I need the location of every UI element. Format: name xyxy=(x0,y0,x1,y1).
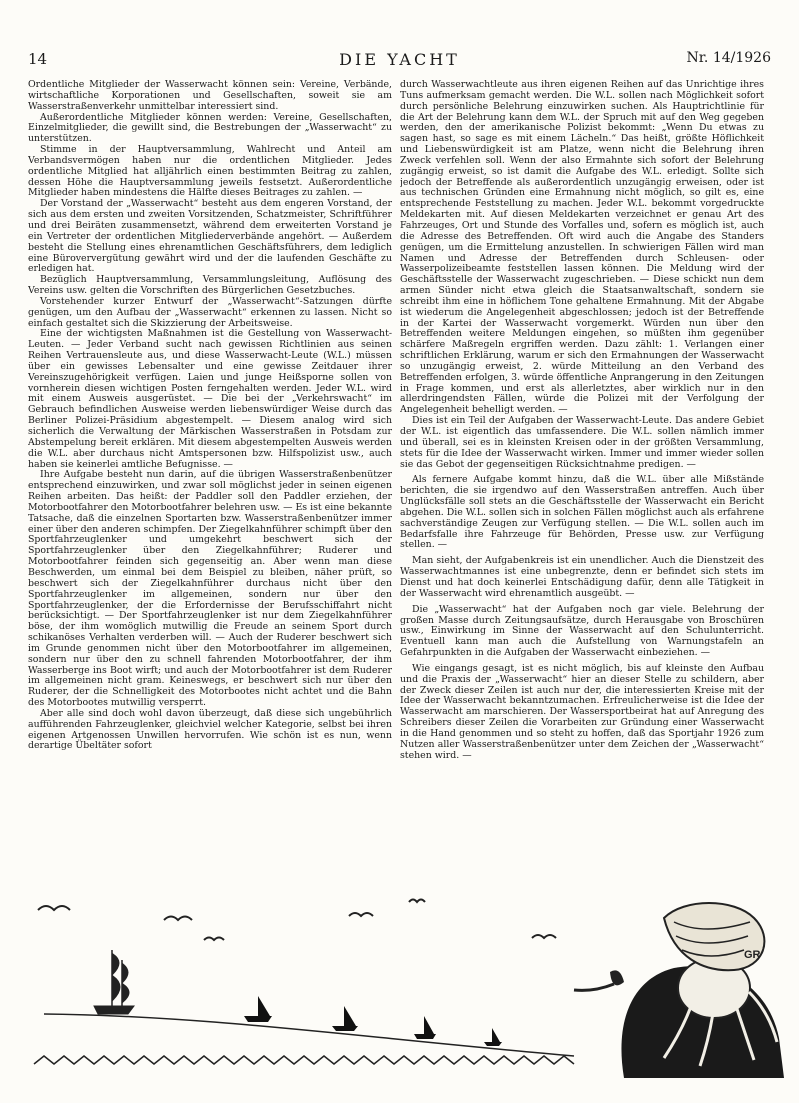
paragraph: Wie eingangs gesagt, ist es nicht möglich, bis auf kleinste den Aufbau und die Praxis der „Wasserwacht“ hier an dieser Stelle zu schildern, aber der Zweck dieser Zeilen ist auch nur der, die interessierten Kreise mit der Idee der Wasserwacht bekanntzumachen. Erfreulicherweise ist die Idee der Wasserwacht am marschieren. Der Wassersportbeirat hat auf Anregung des Schreibers dieser Zeilen die Vorarbeiten zur Gründung einer Wasserwacht in die Hand genommen und so steht zu hoffen, daß das Sportjahr 1926 zum Nutzen aller Wasserstraßenbenützer unter dem Zeichen der „Wasserwacht“ stehen wird. — xyxy=(400,662,764,761)
magazine-title: DIE YACHT xyxy=(339,50,460,69)
paragraph: Als fernere Aufgabe kommt hinzu, daß die W.L. über alle Mißstände berichten, die sie irgendwo auf den Wasserstraßen antreffen. Auch über Unglücksfälle soll stets an die Geschäftsstelle der Wasserwacht ein Bericht abgehen. Die W.L. sollen sich in solchen Fällen möglichst auch als erfahrene sachverständige Zeugen zur Verfügung stellen. — Die W.L. sollen auch im Bedarfsfalle ihre Fahrzeuge für Behörden, Presse usw. zur Verfügung stellen. — xyxy=(400,474,764,551)
paragraph: Dies ist ein Teil der Aufgaben der Wasserwacht-Leute. Das andere Gebiet der W.L. ist eigentlich das umfassendere. Die W.L. sollen nämlich immer und überall, sei es in kleinsten Kreisen oder in der größten Versammlung, stets für die Idee der Wasserwacht wirken. Immer und immer wieder sollen sie das Gebot der gegenseitigen Rücksichtnahme predigen. — xyxy=(400,415,764,470)
paragraph: Ihre Aufgabe besteht nun darin, auf die übrigen Wasserstraßenbenützer entsprechend einzuwirken, und zwar soll möglichst jeder in seinen eigenen Reihen arbeiten. Das heißt: der Paddler soll den Paddler erziehen, der Motorbootfahrer den Motorbootfahrer belehren usw. — Es ist eine bekannte Tatsache, daß die einzelnen Sportarten bzw. Wasserstraßenbenützer immer einer über den anderen schimpfen. Der Ziegelkahnführer schimpft über den Sportfahrzeuglenker und umgekehrt beschwert sich der Sportfahrzeuglenker über den Ziegelkahnführer; Ruderer und Motorbootfahrer feinden sich gegenseitig an. Aber wenn man diese Beschwerden, um einmal bei dem Beispiel zu bleiben, näher prüft, so beschwert sich der Ziegelkahnführer durchaus nicht über den Sportfahrzeuglenker im allgemeinen, sondern nur über den Sportfahrzeuglenker, der die Erfordernisse der Berufsschiffahrt nicht berücksichtigt. — Der Sportfahrzeuglenker ist nur dem Ziegelkahnführer böse, der ihm womöglich mutwillig die Freude an seinem Sport durch schikanöses Verhalten verderben will. — Auch der Ruderer beschwert sich im Grunde genommen nicht über den Motorbootfahrer im allgemeinen, sondern nur über den zu schnell fahrenden Motorbootfahrer, der ihm Wasserberge ins Boot wirft; und auch der Motorbootfahrer ist dem Ruderer im allgemeinen nicht gram. Keineswegs, er beschwert sich nur über den Ruderer, der die Schnelligkeit des Motorbootes nicht achtet und die Bahn des Motorbootes mutwillig versperrt. xyxy=(28,469,392,709)
decorative-illustration xyxy=(14,888,785,1078)
page-header xyxy=(28,50,771,74)
left-column xyxy=(28,80,392,878)
paragraph: Bezüglich Hauptversammlung, Versammlungsleitung, Auflösung des Vereins usw. gelten die Vorschriften des Bürgerlichen Gesetzbuches. xyxy=(28,274,392,297)
artist-monogram: GR xyxy=(744,949,761,961)
page-number: 14 xyxy=(28,50,48,68)
paragraph: Vorstehender kurzer Entwurf der „Wasserwacht“-Satzungen dürfte genügen, um den Aufbau der „Wasserwacht“ erkennen zu lassen. Nicht so einfach gestaltet sich die Skizzierung der Arbeitsweise. xyxy=(28,295,392,329)
seagull-icons xyxy=(38,900,556,941)
paragraph: Der Vorstand der „Wasserwacht“ besteht aus dem engeren Vorstand, der sich aus dem ersten und zweiten Vorsitzenden, Schatzmeister, Schriftführer und drei Beiräten zusammensetzt, während dem erweiterten Vorstand je ein Vertreter der ordentlichen Mitgliederverbände angehört. — Außerdem besteht die Stellung eines ehrenamtlichen Geschäftsführers, dem lediglich eine Büroververgütung gewährt wird und der die laufenden Geschäfte zu erledigen hat. xyxy=(28,198,392,275)
paragraph: Man sieht, der Aufgabenkreis ist ein unendlicher. Auch die Dienstzeit des Wasserwachtmannes ist eine unbegrenzte, denn er befindet sich stets im Dienst und hat doch keinerlei Entschädigung dafür, denn alle Tätigkeit in der Wasserwacht wird ehrenamtlich ausgeübt. — xyxy=(400,555,764,599)
sea-god-figure xyxy=(574,903,784,1078)
paragraph: Ordentliche Mitglieder der Wasserwacht können sein: Vereine, Verbände, wirtschaftliche Korporationen und Gesellschaften, soweit sie am Wasserstraßenverkehr unmittelbar interessiert sind. xyxy=(28,80,392,112)
paragraph: Eine der wichtigsten Maßnahmen ist die Gestellung von Wasserwacht-Leuten. — Jeder Verband sucht nach gewissen Richtlinien aus seinen Reihen Vertrauensleute aus, und diese Wasserwacht-Leute (W.L.) müssen über ein gewisses Lebensalter und eine gewisse Zeitdauer ihrer Vereinszugehörigkeit verfügen. Laien und junge Heißsporne sollen von vornherein diesen wichtigen Posten ferngehalten werden. Jeder W.L. wird mit einem Ausweis ausgerüstet. — Die bei der „Verkehrswacht“ im Gebrauch befindlichen Ausweise werden liebenswürdiger Weise durch das Berliner Polizei-Präsidium abgestempelt. — Diesem analog wird sich sicherlich die Verwaltung der Märkischen Wasserstraßen in Potsdam zur Abstempelung bereit erklären. Mit diesem abgestempelten Ausweis werden die W.L. aber durchaus nicht Amtspersonen bzw. Hilfspolizist usw., auch haben sie keinerlei amtliche Befugnisse. — xyxy=(28,328,392,470)
sailing-ship xyxy=(94,950,134,1014)
right-column xyxy=(400,80,764,878)
small-boats xyxy=(244,996,502,1046)
paragraph: Außerordentliche Mitglieder können werden: Vereine, Gesellschaften, Einzelmitglieder, die gewillt sind, die Bestrebungen der „Wasserwacht“ zu unterstützen. xyxy=(28,111,392,145)
zigzag-border xyxy=(34,1056,574,1064)
paragraph: Aber alle sind doch wohl davon überzeugt, daß diese sich ungebührlich aufführenden Fahrzeuglenker, gleichviel welcher Kategorie, selbst bei ihren eigenen Artgenossen Unwillen hervorrufen. Wie schön ist es nun, wenn derartige Übeltäter sofort xyxy=(28,707,392,752)
paragraph: Stimme in der Hauptversammlung, Wahlrecht und Anteil am Verbandsvermögen haben nur die ordentlichen Mitglieder. Jedes ordentliche Mitglied hat alljährlich einen bestimmten Beitrag zu zahlen, dessen Höhe die Hauptversammlung jeweils festsetzt. Außerordentliche Mitglieder haben mindestens die Hälfte dieses Beitrages zu zahlen. — xyxy=(28,144,392,199)
paragraph: durch Wasserwachtleute aus ihren eigenen Reihen auf das Unrichtige ihres Tuns aufmerksam gemacht werden. Die W.L. sollen nach Möglichkeit sofort durch persönliche Belehrung einzuwirken suchen. Als Hauptrichtlinie für die Art der Belehrung kann dem W.L. der Spruch mit auf den Weg gegeben werden, den der amerikanische Polizist bekommt: „Wenn Du etwas zu sagen hast, so sage es mit einem Lächeln.“ Das heißt, größte Höflichkeit und Liebenswürdigkeit ist am Platze, wenn nicht die Belehrung ihren Zweck verfehlen soll. Wenn der also Ermahnte sich sofort der Belehrung zugängig erweist, so ist damit die Aufgabe des W.L. erledigt. Sollte sich jedoch der Betreffende als außerordentlich unzugängig erweisen, oder ist aus technischen Gründen eine Ermahnung nicht möglich, so gilt es, eine entsprechende Feststellung zu machen. Jeder W.L. bekommt vorgedruckte Meldekarten mit. Auf diesen Meldekarten verzeichnet er genau Art des Fahrzeuges, Ort und Stunde des Vorfalles und, sofern es möglich ist, auch die Adresse des Betreffenden. Oft wird auch die Angabe des Standers genügen, um die Ermittelung anzustellen. In schwierigen Fällen wird man Namen und Adresse der Betreffenden durch Schleusen- oder Wasserpolizeibeamte feststellen lassen können. Die Meldung wird der Geschäftsstelle der Wasserwacht zugeschrieben. — Diese schickt nun dem armen Sünder nicht etwa gleich die Staatsanwaltschaft, sondern sie schreibt ihm eine in höflichem Tone gehaltene Ermahnung. Mit der Abgabe ist wiederum die Angelegenheit abgeschlossen; jedoch ist der Betreffende in der Kartei der Wasserwacht vorgemerkt. Würden nun über den Betreffenden weitere Meldungen eingehen, so müßten ihm gegenüber schärfere Maßregeln ergriffen werden. Dazu zählt: 1. Verlangen einer schriftlichen Erklärung, warum er sich den Ermahnungen der Wasserwacht so unzugängig erweist, 2. würde Mitteilung an den Verband des Betreffenden erfolgen, 3. würde öffentliche Anprangerung in den Zeitungen in Frage kommen, und erst als allerletztes, aber wirklich nur in den allerdringendsten Fällen, würde die Polizei mit der Verfolgung der Angelegenheit behelligt werden. — xyxy=(400,80,764,416)
issue-number: Nr. 14/1926 xyxy=(686,50,771,66)
paragraph: Die „Wasserwacht“ hat der Aufgaben noch gar viele. Belehrung der großen Masse durch Zeitungsaufsätze, durch Herausgabe von Broschüren usw., Einwirkung im Sinne der Wasserwacht auf den Schulunterricht. Eventuell kann man auch die Aufstellung von Warnungstafeln an Gefahrpunkten in die Aufgaben der Wasserwacht einbeziehen. — xyxy=(400,603,764,659)
